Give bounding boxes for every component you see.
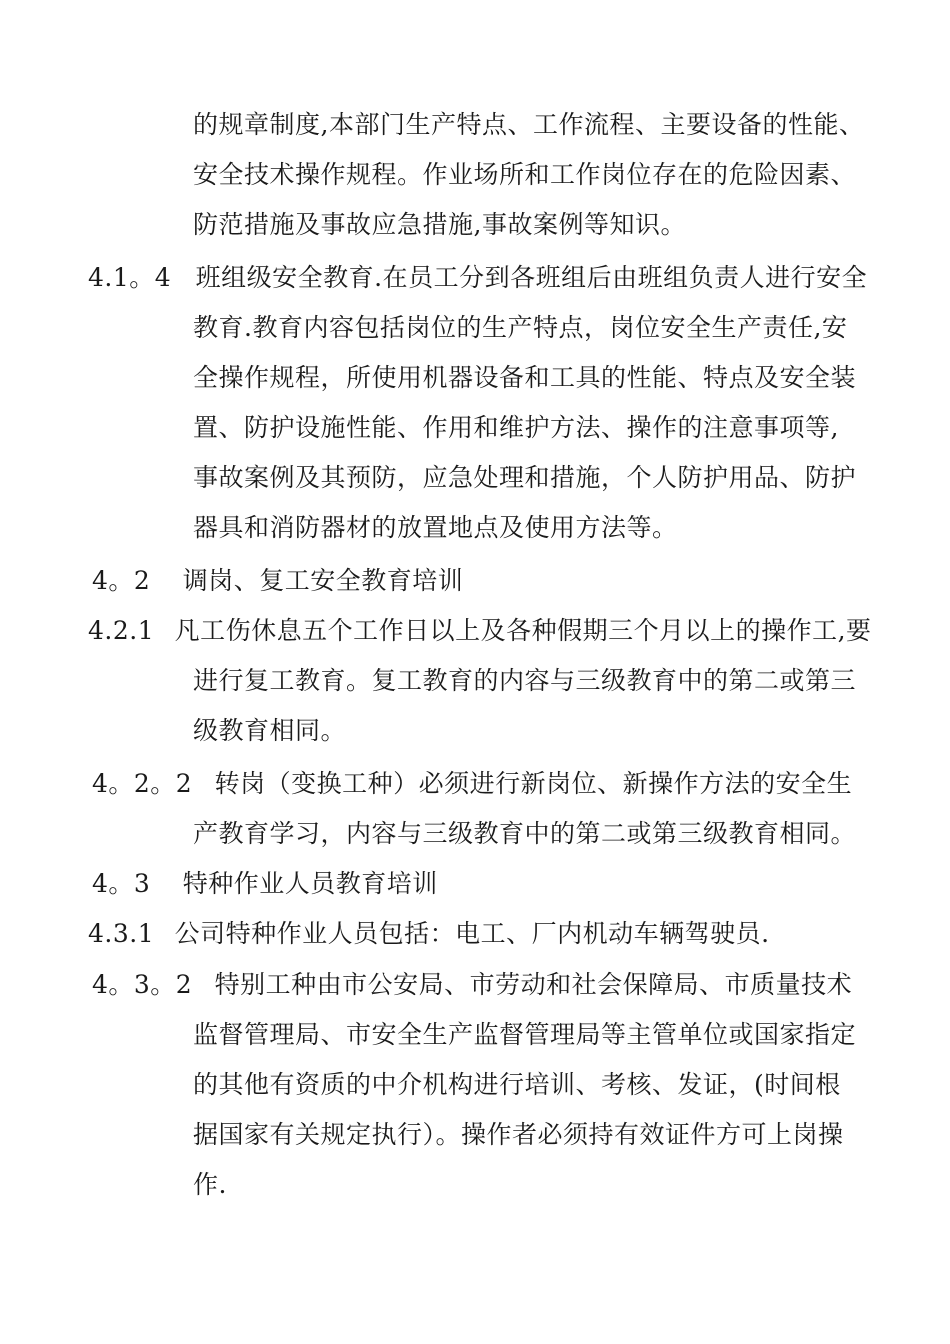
section-text: 凡工伤休息五个工作日以上及各种假期三个月以上的操作工,要	[174, 616, 872, 645]
section-number: 4。2。2	[92, 769, 193, 798]
section-4-3-1-line	[88, 919, 770, 949]
paragraph-line: 教育.教育内容包括岗位的生产特点，岗位安全生产责任,安	[193, 313, 848, 342]
section-4-1-4-first-line	[88, 263, 867, 293]
section-title: 特种作业人员教育培训	[182, 869, 438, 898]
section-number: 4.3.1	[88, 919, 155, 948]
paragraph-line: 监督管理局、市安全生产监督管理局等主管单位或国家指定	[193, 1020, 857, 1049]
paragraph-line: 置、防护设施性能、作用和维护方法、操作的注意事项等,	[193, 413, 839, 442]
paragraph-line: 的规章制度,本部门生产特点、工作流程、主要设备的性能、	[193, 110, 865, 139]
paragraph-line: 产教育学习，内容与三级教育中的第二或第三级教育相同。	[193, 819, 857, 848]
paragraph-line: 级教育相同。	[193, 716, 347, 745]
paragraph-line: 事故案例及其预防，应急处理和措施，个人防护用品、防护	[193, 463, 857, 492]
section-number: 4。3	[92, 869, 151, 898]
section-number: 4。3。2	[92, 970, 193, 999]
section-number: 4.2.1	[88, 616, 155, 645]
section-text: 公司特种作业人员包括：电工、厂内机动车辆驾驶员.	[174, 919, 770, 948]
section-text: 转岗（变换工种）必须进行新岗位、新操作方法的安全生	[214, 769, 853, 798]
section-4-3-2-first-line	[92, 970, 852, 1000]
section-number: 4。2	[92, 566, 151, 595]
section-title: 调岗、复工安全教育培训	[182, 566, 464, 595]
paragraph-line: 安全技术操作规程。作业场所和工作岗位存在的危险因素、	[193, 160, 857, 189]
paragraph-line: 进行复工教育。复工教育的内容与三级教育中的第二或第三	[193, 666, 857, 695]
section-4-2-2-first-line	[92, 769, 852, 799]
section-text: 特别工种由市公安局、市劳动和社会保障局、市质量技术	[214, 970, 853, 999]
paragraph-line: 防范措施及事故应急措施,事故案例等知识。	[193, 210, 686, 239]
paragraph-line: 的其他有资质的中介机构进行培训、考核、发证，(时间根	[193, 1070, 841, 1099]
paragraph-line: 器具和消防器材的放置地点及使用方法等。	[193, 513, 678, 542]
section-4-2-1-first-line	[88, 616, 872, 646]
section-4-3-heading	[92, 869, 438, 899]
section-text: 班组级安全教育.在员工分到各班组后由班组负责人进行安全	[195, 263, 868, 292]
section-number: 4.1。4	[88, 263, 172, 292]
paragraph-line: 据国家有关规定执行）。操作者必须持有效证件方可上岗操	[193, 1120, 844, 1149]
paragraph-line: 全操作规程，所使用机器设备和工具的性能、特点及安全装	[193, 363, 857, 392]
paragraph-line: 作.	[193, 1170, 227, 1199]
section-4-2-heading	[92, 566, 463, 596]
